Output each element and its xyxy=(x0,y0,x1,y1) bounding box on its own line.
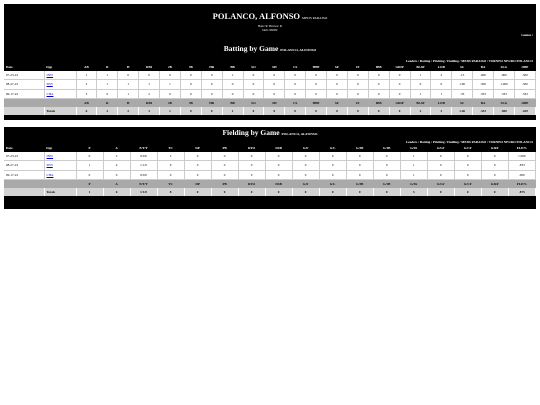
stat-cell: 0 xyxy=(103,170,130,179)
column-header-cs[interactable]: CS xyxy=(285,63,306,71)
stat-cell: 0 xyxy=(211,170,238,179)
column-header-ibb[interactable]: IBB xyxy=(368,63,389,71)
column-header-rto[interactable]: RTO xyxy=(238,144,265,152)
stat-cell: 0 xyxy=(454,152,481,161)
total-cell: 0 xyxy=(184,188,211,196)
column-header-opp[interactable]: Opp xyxy=(44,63,76,71)
stat-cell: 0 xyxy=(427,170,454,179)
footer-column-header: FLD% xyxy=(508,179,535,188)
stat-cell: 0 xyxy=(319,170,346,179)
stat-cell: 0 xyxy=(184,170,211,179)
total-cell: 3 xyxy=(400,188,427,196)
stat-cell: .000 xyxy=(473,71,494,80)
totals-spacer xyxy=(4,188,44,196)
footer-column-header: SO xyxy=(243,98,264,107)
stat-cell: 3 xyxy=(76,89,97,98)
stat-cell: 1/1/0 xyxy=(130,161,157,170)
footer-column-header: 2B xyxy=(160,98,181,107)
column-header-gcf[interactable]: G/CF xyxy=(454,144,481,152)
game-date: 08-27-22 xyxy=(4,80,44,89)
stat-cell: 1 xyxy=(222,71,243,80)
footer-column-header: G/1B xyxy=(373,179,400,188)
column-header-grf[interactable]: G/RF xyxy=(481,144,508,152)
total-cell: 0 xyxy=(201,107,222,115)
stat-cell: 0 xyxy=(285,89,306,98)
footer-column-header xyxy=(44,98,76,107)
total-cell: 1/1/0 xyxy=(130,188,157,196)
batting-nav-links[interactable]: Leaders / Batting / Pitching / Fielding / MEDS PARAISO / TORNEO NEURO POLANCO xyxy=(405,59,533,63)
column-header-blsp[interactable]: BLSP xyxy=(410,63,431,71)
stat-cell: 0 xyxy=(431,80,452,89)
opponent-link[interactable]: SEN xyxy=(46,82,53,87)
stat-cell: 0 xyxy=(160,89,181,98)
total-cell: 1 xyxy=(160,107,181,115)
column-header-dp[interactable]: DP xyxy=(184,144,211,152)
footer-column-header: TC xyxy=(157,179,184,188)
column-header-gf[interactable]: G/F xyxy=(292,144,319,152)
stat-cell: 0 xyxy=(306,71,327,80)
total-cell: 8 xyxy=(157,188,184,196)
table-row xyxy=(4,152,536,161)
footer-column-header: OBP xyxy=(514,98,535,107)
total-cell: 0 xyxy=(373,188,400,196)
column-header-opp[interactable]: Opp xyxy=(44,144,76,152)
column-header-hbp[interactable]: HBP xyxy=(306,63,327,71)
column-header-sf[interactable]: SF xyxy=(327,63,348,71)
stat-cell: 0 xyxy=(389,89,410,98)
stat-cell: 0 xyxy=(285,80,306,89)
stat-cell: .500 xyxy=(514,71,535,80)
stat-cell: 1 xyxy=(431,89,452,98)
totals-row xyxy=(4,107,536,115)
stat-cell: .13 xyxy=(452,71,473,80)
game-date: 07-23-22 xyxy=(4,152,44,161)
stat-cell: 1.00 xyxy=(452,80,473,89)
stat-cell: 0 xyxy=(368,71,389,80)
total-cell: .333 xyxy=(473,107,494,115)
stat-cell: 0 xyxy=(76,152,103,161)
stat-cell: 0 xyxy=(347,80,368,89)
total-cell: 0 xyxy=(347,107,368,115)
stat-cell: 1 xyxy=(139,80,160,89)
stat-cell: 0 xyxy=(327,80,348,89)
stat-cell: 0 xyxy=(347,89,368,98)
batting-title-text: Batting by Game xyxy=(223,44,279,53)
footer-column-header xyxy=(4,179,44,188)
footer-column-header: G/CF xyxy=(454,179,481,188)
stat-cell: 0 xyxy=(264,71,285,80)
footer-column-header: P xyxy=(76,179,103,188)
stat-cell: 0 xyxy=(157,170,184,179)
opponent-cell xyxy=(44,161,76,170)
total-cell: 0 xyxy=(285,107,306,115)
stat-cell: .333 xyxy=(473,89,494,98)
opponent-link[interactable]: INW xyxy=(46,73,54,78)
games-link[interactable]: Games / xyxy=(521,33,533,37)
footer-column-header: SLG xyxy=(494,98,515,107)
stat-cell: 0 xyxy=(201,71,222,80)
totals-label: Totals xyxy=(44,107,76,115)
stat-cell: 0 xyxy=(327,71,348,80)
column-header-gss[interactable]: G/SS xyxy=(400,144,427,152)
column-header-r[interactable]: R xyxy=(97,63,118,71)
player-name: POLANCO, ALFONSO xyxy=(212,11,301,21)
total-cell: 0 xyxy=(292,188,319,196)
stat-cell: 0 xyxy=(265,152,292,161)
total-cell: 6 xyxy=(76,107,97,115)
stat-cell: 0 xyxy=(306,89,327,98)
opponent-cell xyxy=(44,80,76,89)
stat-cell: 1 xyxy=(97,71,118,80)
dob: Dob: 98/09/ xyxy=(262,28,278,32)
column-header-h[interactable]: H xyxy=(118,63,139,71)
total-cell: 2 xyxy=(118,107,139,115)
column-header-so[interactable]: SO xyxy=(243,63,264,71)
total-cell: 0 xyxy=(454,188,481,196)
stat-cell: .000 xyxy=(494,71,515,80)
footer-column-header: DSB xyxy=(265,179,292,188)
column-header-date[interactable]: Date xyxy=(4,144,44,152)
totals-spacer xyxy=(4,107,44,115)
column-header-glf[interactable]: G/LF xyxy=(427,144,454,152)
column-header-g3b[interactable]: G/3B xyxy=(346,144,373,152)
column-header-fld[interactable]: FLD% xyxy=(508,144,535,152)
footer-column-header: G/3B xyxy=(346,179,373,188)
column-header-slg[interactable]: SLG xyxy=(494,63,515,71)
stat-cell: 0 xyxy=(265,170,292,179)
footer-column-header: IBB xyxy=(368,98,389,107)
stat-cell: 0 xyxy=(292,170,319,179)
column-header-if[interactable]: IF xyxy=(347,63,368,71)
footer-column-header: G/F xyxy=(292,179,319,188)
table-row xyxy=(4,89,536,98)
game-date: 09-17-22 xyxy=(4,170,44,179)
totals-row xyxy=(4,188,536,196)
stat-cell: 0 xyxy=(184,152,211,161)
total-cell: 0 xyxy=(427,188,454,196)
footer-column-header: G/L xyxy=(319,179,346,188)
opponent-link[interactable]: INW xyxy=(46,154,54,159)
stat-cell: 0 xyxy=(201,89,222,98)
column-header-ab[interactable]: AB xyxy=(76,63,97,71)
stat-cell: 0 xyxy=(238,152,265,161)
footer-column-header: HR xyxy=(201,98,222,107)
table-row xyxy=(4,161,536,170)
stat-cell: 0 xyxy=(373,161,400,170)
footer-column-header: BLSP xyxy=(410,98,431,107)
stat-cell: 0 xyxy=(180,71,201,80)
stat-cell: 0 xyxy=(481,152,508,161)
stat-cell: 0 xyxy=(292,152,319,161)
stat-cell: 6 xyxy=(157,161,184,170)
footer-column-header: PB xyxy=(211,179,238,188)
total-cell: 0 xyxy=(368,107,389,115)
footer-column-header: R xyxy=(97,98,118,107)
column-header-2b[interactable]: 2B xyxy=(160,63,181,71)
stat-cell: 0 xyxy=(389,80,410,89)
stat-cell: 0 xyxy=(427,152,454,161)
total-cell: .875 xyxy=(508,188,535,196)
stat-cell: 0 xyxy=(243,71,264,80)
stat-cell: 1 xyxy=(76,161,103,170)
stat-cell: 0 xyxy=(481,170,508,179)
column-header-bb[interactable]: BB xyxy=(222,63,243,71)
total-cell: 0 xyxy=(481,188,508,196)
total-cell: 1 xyxy=(76,188,103,196)
stat-cell: 0/0/0 xyxy=(130,152,157,161)
total-cell: 6 xyxy=(103,188,130,196)
footer-column-header: LOB xyxy=(431,98,452,107)
total-cell: 0 xyxy=(180,107,201,115)
column-header-dsb[interactable]: DSB xyxy=(265,144,292,152)
footer-column-header: HBP xyxy=(306,98,327,107)
total-cell: .429 xyxy=(514,107,535,115)
total-cell: 3 xyxy=(431,107,452,115)
stat-cell: 0 xyxy=(454,161,481,170)
stat-cell: 0 xyxy=(211,152,238,161)
stat-cell: 1 xyxy=(118,80,139,89)
stat-cell: 0 xyxy=(201,80,222,89)
stat-cell: 0 xyxy=(238,161,265,170)
game-date: 08-27-22 xyxy=(4,161,44,170)
stat-cell: 1 xyxy=(160,80,181,89)
stat-cell: 0 xyxy=(347,71,368,80)
opponent-cell xyxy=(44,152,76,161)
stat-cell: .333 xyxy=(494,89,515,98)
stat-cell: 1 xyxy=(118,89,139,98)
opponent-link[interactable]: CHA xyxy=(46,172,54,177)
column-header-date[interactable]: Date xyxy=(4,63,44,71)
table-row xyxy=(4,71,536,80)
stat-cell: 0 xyxy=(184,161,211,170)
fielding-panel xyxy=(4,127,536,209)
footer-column-header: CS xyxy=(285,98,306,107)
stat-cell: 2 xyxy=(157,152,184,161)
stat-cell: .500 xyxy=(514,80,535,89)
stat-cell: 2 xyxy=(139,89,160,98)
stat-cell: 0 xyxy=(264,89,285,98)
stat-cell: 0 xyxy=(238,170,265,179)
column-header-gidp[interactable]: GIDP xyxy=(389,63,410,71)
stat-cell: .500 xyxy=(473,80,494,89)
stat-cell: 0 xyxy=(410,80,431,89)
footer-column-header: G/LF xyxy=(427,179,454,188)
stat-cell: 0 xyxy=(306,80,327,89)
total-cell: 0 xyxy=(306,107,327,115)
total-cell: 0 xyxy=(319,188,346,196)
footer-column-header: SH xyxy=(264,98,285,107)
column-header-g1b[interactable]: G/1B xyxy=(373,144,400,152)
stat-cell: 0/0/0 xyxy=(130,170,157,179)
stat-cell: 0 xyxy=(243,80,264,89)
stat-cell: 0 xyxy=(265,161,292,170)
stat-cell: 0 xyxy=(292,161,319,170)
total-cell: 0 xyxy=(243,107,264,115)
table-row xyxy=(4,170,536,179)
opponent-cell xyxy=(44,170,76,179)
total-cell: 0 xyxy=(327,107,348,115)
total-cell: 3 xyxy=(139,107,160,115)
column-header-rbi[interactable]: RBI xyxy=(139,63,160,71)
footer-header-row xyxy=(4,98,536,107)
stat-cell: 0 xyxy=(346,170,373,179)
column-header-hr[interactable]: HR xyxy=(201,63,222,71)
totals-label: Totals xyxy=(44,188,76,196)
stat-cell: 0 xyxy=(285,71,306,80)
game-date: 07-23-22 xyxy=(4,71,44,80)
opponent-link[interactable]: SEN xyxy=(46,163,53,168)
stat-cell: 0 xyxy=(97,89,118,98)
footer-column-header: RBI xyxy=(139,98,160,107)
column-header-3b[interactable]: 3B xyxy=(180,63,201,71)
stat-cell: 1 xyxy=(400,170,427,179)
stat-cell: 0 xyxy=(373,170,400,179)
stat-cell: 0 xyxy=(319,152,346,161)
stat-cell: 4 xyxy=(103,161,130,170)
total-cell: 0 xyxy=(211,188,238,196)
footer-column-header: AB xyxy=(76,98,97,107)
footer-column-header: 3B xyxy=(180,98,201,107)
column-header-obp[interactable]: OBP xyxy=(514,63,535,71)
footer-column-header: G/RF xyxy=(481,179,508,188)
footer-column-header: G/SS xyxy=(400,179,427,188)
fielding-header-row xyxy=(4,144,536,152)
stat-cell: 1 xyxy=(97,80,118,89)
total-cell: 2 xyxy=(97,107,118,115)
stat-cell: 0 xyxy=(389,71,410,80)
stat-cell: 0 xyxy=(368,89,389,98)
footer-column-header: SF xyxy=(327,98,348,107)
column-header-sc[interactable]: SC xyxy=(452,63,473,71)
stat-cell: 0 xyxy=(481,161,508,170)
total-cell: .500 xyxy=(494,107,515,115)
stat-cell: 0 xyxy=(454,170,481,179)
player-header xyxy=(4,4,536,24)
stat-cell: 0 xyxy=(319,161,346,170)
stat-cell: 0 xyxy=(346,152,373,161)
footer-column-header: H xyxy=(118,98,139,107)
bats-throws: Bats: R Throws: R xyxy=(258,24,282,28)
total-cell: 0 xyxy=(389,107,410,115)
total-cell: 0 xyxy=(265,188,292,196)
footer-column-header: IF xyxy=(347,98,368,107)
batting-subtitle: POLANCO, ALFONSO xyxy=(280,48,317,52)
total-cell: 1.46 xyxy=(452,107,473,115)
footer-column-header: DP xyxy=(184,179,211,188)
stat-cell: 1 xyxy=(410,71,431,80)
total-cell: 0 xyxy=(346,188,373,196)
column-header-p[interactable]: P xyxy=(76,144,103,152)
stat-cell: 1 xyxy=(76,71,97,80)
stat-cell: 0 xyxy=(327,89,348,98)
footer-column-header xyxy=(4,98,44,107)
column-header-ett[interactable]: E/T/T xyxy=(130,144,157,152)
footer-column-header: BB xyxy=(222,98,243,107)
stat-cell: 1 xyxy=(400,161,427,170)
fielding-title xyxy=(4,127,536,137)
total-cell: 0 xyxy=(264,107,285,115)
table-row xyxy=(4,80,536,89)
stat-cell: 0 xyxy=(368,80,389,89)
stat-cell: 0 xyxy=(243,89,264,98)
stat-cell: 2 xyxy=(103,152,130,161)
column-header-a[interactable]: A xyxy=(103,144,130,152)
stat-cell: .833 xyxy=(508,161,535,170)
stat-cell: 0 xyxy=(118,71,139,80)
stat-cell: 2 xyxy=(76,80,97,89)
stat-cell: .33 xyxy=(452,89,473,98)
stat-cell: 0 xyxy=(180,80,201,89)
footer-header-row xyxy=(4,179,536,188)
total-cell: 1 xyxy=(222,107,243,115)
stat-cell: 0 xyxy=(180,89,201,98)
footer-column-header: GIDP xyxy=(389,98,410,107)
stat-cell: 0 xyxy=(346,161,373,170)
batting-header-row xyxy=(4,63,536,71)
stat-cell: .000 xyxy=(508,170,535,179)
footer-column-header: BA xyxy=(473,98,494,107)
footer-column-header: A xyxy=(103,179,130,188)
footer-column-header: RTO xyxy=(238,179,265,188)
fielding-title-text: Fielding by Game xyxy=(222,128,280,137)
stat-cell: 0 xyxy=(160,71,181,80)
stat-cell: 1.000 xyxy=(508,152,535,161)
stat-cell: 1.000 xyxy=(494,80,515,89)
footer-column-header: SC xyxy=(452,98,473,107)
opponent-cell xyxy=(44,71,76,80)
stat-cell: 0 xyxy=(76,170,103,179)
stat-cell: 0 xyxy=(211,161,238,170)
column-header-tc[interactable]: TC xyxy=(157,144,184,152)
opponent-link[interactable]: CHA xyxy=(46,91,54,96)
column-header-ba[interactable]: BA xyxy=(473,63,494,71)
stat-cell: 0 xyxy=(222,89,243,98)
stat-cell: 1 xyxy=(400,152,427,161)
batting-panel xyxy=(4,4,536,120)
total-cell: 0 xyxy=(238,188,265,196)
stat-cell: .333 xyxy=(514,89,535,98)
fielding-table xyxy=(4,144,536,196)
footer-column-header: E/T/T xyxy=(130,179,157,188)
batting-table xyxy=(4,63,536,115)
footer-column-header xyxy=(44,179,76,188)
stat-cell: 0 xyxy=(373,152,400,161)
opponent-cell xyxy=(44,89,76,98)
player-team: MEDS PARAISO xyxy=(302,16,328,20)
game-date: 09-17-22 xyxy=(4,89,44,98)
fielding-nav-links[interactable]: Leaders / Batting / Pitching / Fielding / MEDS PARAISO / TORNEO NEURO POLANCO xyxy=(405,140,533,144)
column-header-pb[interactable]: PB xyxy=(211,144,238,152)
column-header-gl[interactable]: G/L xyxy=(319,144,346,152)
stat-cell: 0 xyxy=(222,80,243,89)
total-cell: 2 xyxy=(410,107,431,115)
column-header-lob[interactable]: LOB xyxy=(431,63,452,71)
stat-cell: 2 xyxy=(431,71,452,80)
stat-cell: 1 xyxy=(410,89,431,98)
stat-cell: 0 xyxy=(427,161,454,170)
stat-cell: 0 xyxy=(264,80,285,89)
stat-cell: 0 xyxy=(139,71,160,80)
fielding-subtitle: POLANCO, ALFONSO xyxy=(281,132,318,136)
batting-title xyxy=(4,44,536,53)
column-header-sh[interactable]: SH xyxy=(264,63,285,71)
